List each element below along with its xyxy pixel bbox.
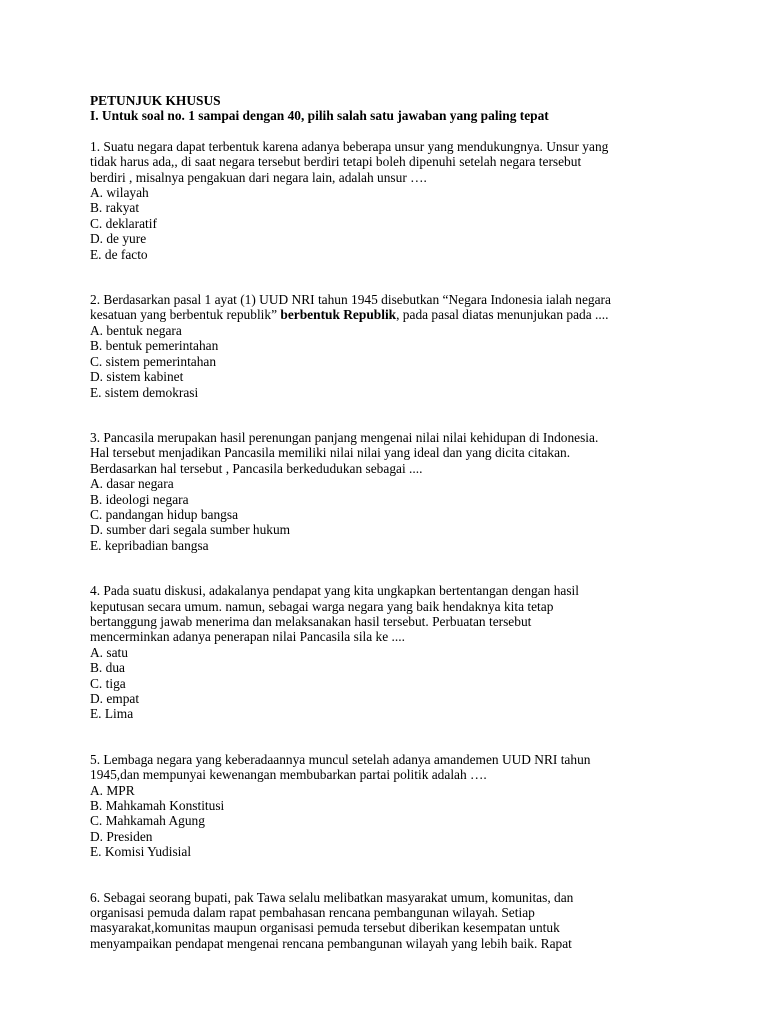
question-text-segment: kesatuan yang berbentuk republik” xyxy=(90,307,281,323)
question-text-line: 5. Lembaga negara yang keberadaannya muncul setelah adanya amandemen UUD NRI tahun xyxy=(90,751,591,767)
option-d: D. sistem kabinet xyxy=(90,369,184,385)
question-text-line: menyampaikan pendapat mengenai rencana pembangunan wilayah yang lebih baik. Rapat xyxy=(90,935,572,951)
option-a: A. bentuk negara xyxy=(90,322,182,338)
question-3 xyxy=(90,430,690,553)
option-a: A. wilayah xyxy=(90,185,149,201)
option-e: E. kepribadian bangsa xyxy=(90,537,209,553)
option-e: E. Lima xyxy=(90,706,134,722)
option-a: A. satu xyxy=(90,644,128,660)
option-e: E. de facto xyxy=(90,246,148,262)
question-text-line: bertanggung jawab menerima dan melaksanakan hasil tersebut. Perbuatan tersebut xyxy=(90,613,532,629)
question-text-line: berdiri , misalnya pengakuan dari negara lain, adalah unsur …. xyxy=(90,169,427,185)
option-d: D. de yure xyxy=(90,231,147,247)
question-text-line: 2. Berdasarkan pasal 1 ayat (1) UUD NRI tahun 1945 disebutkan “Negara Indonesia ialah negara xyxy=(90,292,611,308)
question-text-line: mencerminkan adanya penerapan nilai Pancasila sila ke .... xyxy=(90,629,405,645)
question-6 xyxy=(90,890,690,952)
question-text-line: 1945,dan mempunyai kewenangan membubarkan partai politik adalah …. xyxy=(90,767,487,783)
option-b: B. ideologi negara xyxy=(90,491,189,507)
question-text-line: Hal tersebut menjadikan Pancasila memiliki nilai nilai yang ideal dan yang dicita citakan. xyxy=(90,445,571,461)
option-a: A. MPR xyxy=(90,782,135,798)
question-text-line: keputusan secara umum. namun, sebagai warga negara yang baik hendaknya kita tetap xyxy=(90,598,554,614)
option-b: B. Mahkamah Konstitusi xyxy=(90,798,225,814)
option-c: C. Mahkamah Agung xyxy=(90,813,205,829)
question-text-line: masyarakat,komunitas maupun organisasi pemuda tersebut diberikan kesempatan untuk xyxy=(90,920,560,936)
question-2 xyxy=(90,292,690,400)
option-d: D. sumber dari segala sumber hukum xyxy=(90,522,291,538)
question-5 xyxy=(90,752,690,860)
question-4 xyxy=(90,583,690,722)
option-c: C. tiga xyxy=(90,675,126,691)
option-b: B. bentuk pemerintahan xyxy=(90,338,219,354)
question-text-line: 3. Pancasila merupakan hasil perenungan panjang mengenai nilai nilai kehidupan di Indonesia. xyxy=(90,429,599,445)
option-b: B. rakyat xyxy=(90,200,140,216)
question-text-line: 6. Sebagai seorang bupati, pak Tawa selalu melibatkan masyarakat umum, komunitas, dan xyxy=(90,889,574,905)
option-d: D. empat xyxy=(90,691,140,706)
question-text-line: organisasi pemuda dalam rapat pembahasan rencana pembangunan wilayah. Setiap xyxy=(90,905,535,921)
option-c: C. deklaratif xyxy=(90,215,157,231)
section-title: PETUNJUK KHUSUS xyxy=(90,93,221,108)
option-c: C. pandangan hidup bangsa xyxy=(90,506,239,522)
section-instruction: I. Untuk soal no. 1 sampai dengan 40, pilih salah satu jawaban yang paling tepat xyxy=(90,108,549,124)
question-text-line: Berdasarkan hal tersebut , Pancasila berkedudukan sebagai .... xyxy=(90,460,423,476)
question-text-segment: , pada pasal diatas menunjukan pada .... xyxy=(396,307,609,323)
question-text-line: 4. Pada suatu diskusi, adakalanya pendapat yang kita ungkapkan bertentangan dengan hasil xyxy=(90,583,579,599)
question-text-line xyxy=(90,307,690,322)
option-a: A. dasar negara xyxy=(90,476,174,492)
option-e: E. sistem demokrasi xyxy=(90,384,199,400)
option-d: D. Presiden xyxy=(90,828,153,844)
question-text-line: 1. Suatu negara dapat terbentuk karena adanya beberapa unsur yang mendukungnya. Unsur yang xyxy=(90,138,609,154)
question-text-line: tidak harus ada,, di saat negara tersebut berdiri tetapi boleh dipenuhi setelah negara tersebut xyxy=(90,154,582,170)
question-1 xyxy=(90,139,690,262)
option-b: B. dua xyxy=(90,660,125,676)
document-content xyxy=(90,93,690,951)
option-e: E. Komisi Yudisial xyxy=(90,844,192,860)
option-c: C. sistem pemerintahan xyxy=(90,353,217,369)
question-text-bold: berbentuk Republik xyxy=(280,307,397,323)
